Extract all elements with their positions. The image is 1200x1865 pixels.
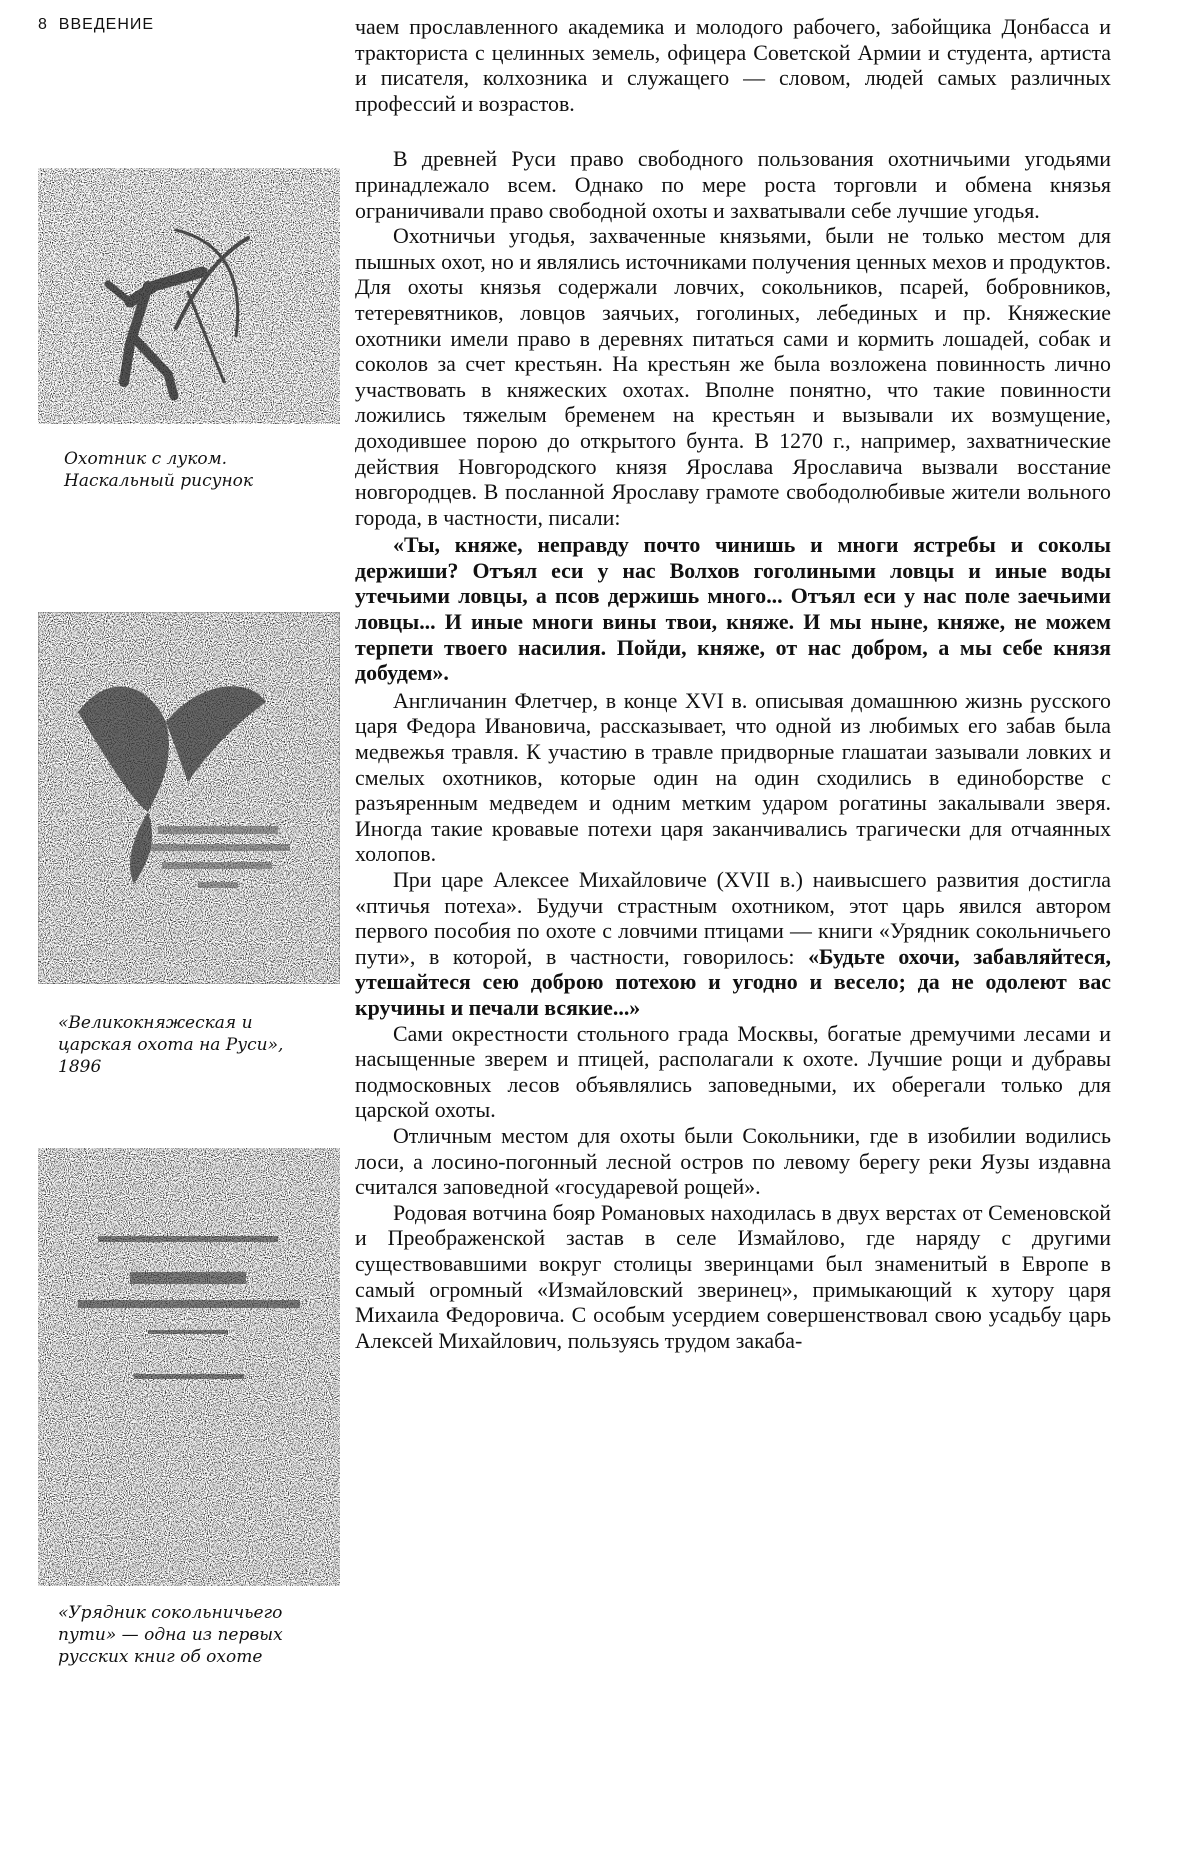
main-text-column xyxy=(355,14,1111,1353)
paragraph: Отличным местом для охоты были Сокольники, где в изобилии водились лоси, а лосино-погонный лесной остров по левому берегу реки Яузы издавна считался заповедной «государевой рощей». xyxy=(355,1122,1111,1200)
paragraph: При царе Алексее Михайловиче (XVII в.) наивысшего развития достигла «птичья потеха». Будучи страстным охотником, этот царь явился автором первого пособия по охоте с ловчими птицами — книги «Урядник сокольничьего пути», в которой, в частности, говорилось: «Будьте охочи, забавляйтеся, утешайтеся сею доброю потехою и угодно и весело; да не одолеют вас кручины и печали всякие...» xyxy=(355,867,1111,1020)
quoted-charter: «Ты, княже, неправду почто чинишь и многи ястребы и соколы держиши? Отъял еси у нас Волхов гоголиными ловцы и иные воды утечьими ловцы, а псов держишь много... Отъял еси у нас поле заечьими ловцы... И иные многи вины твои, княже. И мы ныне, княже, не можем терпети твоего насилия. Пойди, княже, от нас добром, а мы себе князя добудем». xyxy=(355,532,1111,686)
paragraph: Родовая вотчина бояр Романовых находилась в двух верстах от Семеновской и Преображенской застав в селе Измайлово, где наряду с другими существовавшими вокруг столицы зверинцами был знаменитый в Европе в самый огромный «Измайловский зверинец», примыкающий к хутору царя Михаила Федоровича. С особым усердием совершенствовал свою усадьбу царь Алексей Михайлович, пользуясь трудом закаба- xyxy=(355,1199,1111,1353)
figure-book-cover-1896 xyxy=(38,612,340,1078)
section-title: ВВЕДЕНИЕ xyxy=(58,16,155,33)
figure-caption: «Великокняжеская и царская охота на Руси», 1896 xyxy=(58,1013,284,1077)
figure-caption: Охотник с луком. Наскальный рисунок xyxy=(64,449,254,491)
figure-rock-painting xyxy=(38,168,340,492)
running-head xyxy=(38,16,154,34)
paragraph: Охотничьи угодья, захваченные князьями, были не только местом для пышных охот, но и являлись источниками получения ценных мехов и продуктов. Для охоты князья содержали ловчих, сокольников, псарей, бобровников, тетеревятников, ловцов заячьих, гоголиных, лебединых и пр. Княжеские охотники имели право в деревнях питаться сами и кормить лошадей, собак и соколов за счет крестьян. На крестьян же была возложена повинность лично участвовать в княжеских охотах. Вполне понятно, что такие повинности ложились тяжелым бременем на крестьян и вызывали их возмущение, доходившее порою до открытого бунта. В 1270 г., например, захватнические действия Новгородского князя Ярослава Ярославича вызвали восстание новгородцев. В посланной Ярославу грамоте свободолюбивые жители вольного города, в частности, писали: xyxy=(355,223,1111,530)
book-cover-image xyxy=(38,612,340,984)
paragraph: В древней Руси право свободного пользования охотничьими угодьями принадлежало всем. Однако по мере роста торговли и обмена князья ограничивали право свободной охоты и захватывали себе лучшие угодья. xyxy=(355,146,1111,223)
paragraph: Сами окрестности стольного града Москвы, богатые дремучими лесами и насыщенные зверем и птицей, располагали к охоте. Лучшие рощи и дубравы подмосковных лесов объявлялись заповедными, их оберегали только для царской охоты. xyxy=(355,1020,1111,1123)
paragraph: чаем прославленного академика и молодого рабочего, забойщика Донбасса и тракториста с целинных земель, офицера Советской Армии и студента, артиста и писателя, колхозника и служащего — словом, людей самых различных профессий и возрастов. xyxy=(355,14,1111,116)
title-page-image xyxy=(38,1148,340,1586)
page-number: 8 xyxy=(38,16,48,33)
bold-quotation: «Будьте охочи, забавляйтеся, утешайтеся сею доброю потехою и угодно и весело; да не одолеют вас кручины и печали всякие...» xyxy=(355,943,1111,1020)
figure-uryadnik-title-page xyxy=(38,1148,340,1668)
rock-painting-image xyxy=(38,168,340,424)
figure-caption: «Урядник сокольничьего пути» — одна из первых русских книг об охоте xyxy=(58,1603,283,1667)
paragraph: Англичанин Флетчер, в конце XVI в. описывая домашнюю жизнь русского царя Федора Ивановича, рассказывает, что одной из любимых его забав была медвежья травля. К участию в травле придворные глашатаи зазывали ловких и смелых охотников, которые один на один сходились в единоборстве с разъяренным медведем и одним метким ударом рогатины закалывали зверя. Иногда такие кровавые потехи царя заканчивались трагически для отчаянных холопов. xyxy=(355,687,1111,867)
